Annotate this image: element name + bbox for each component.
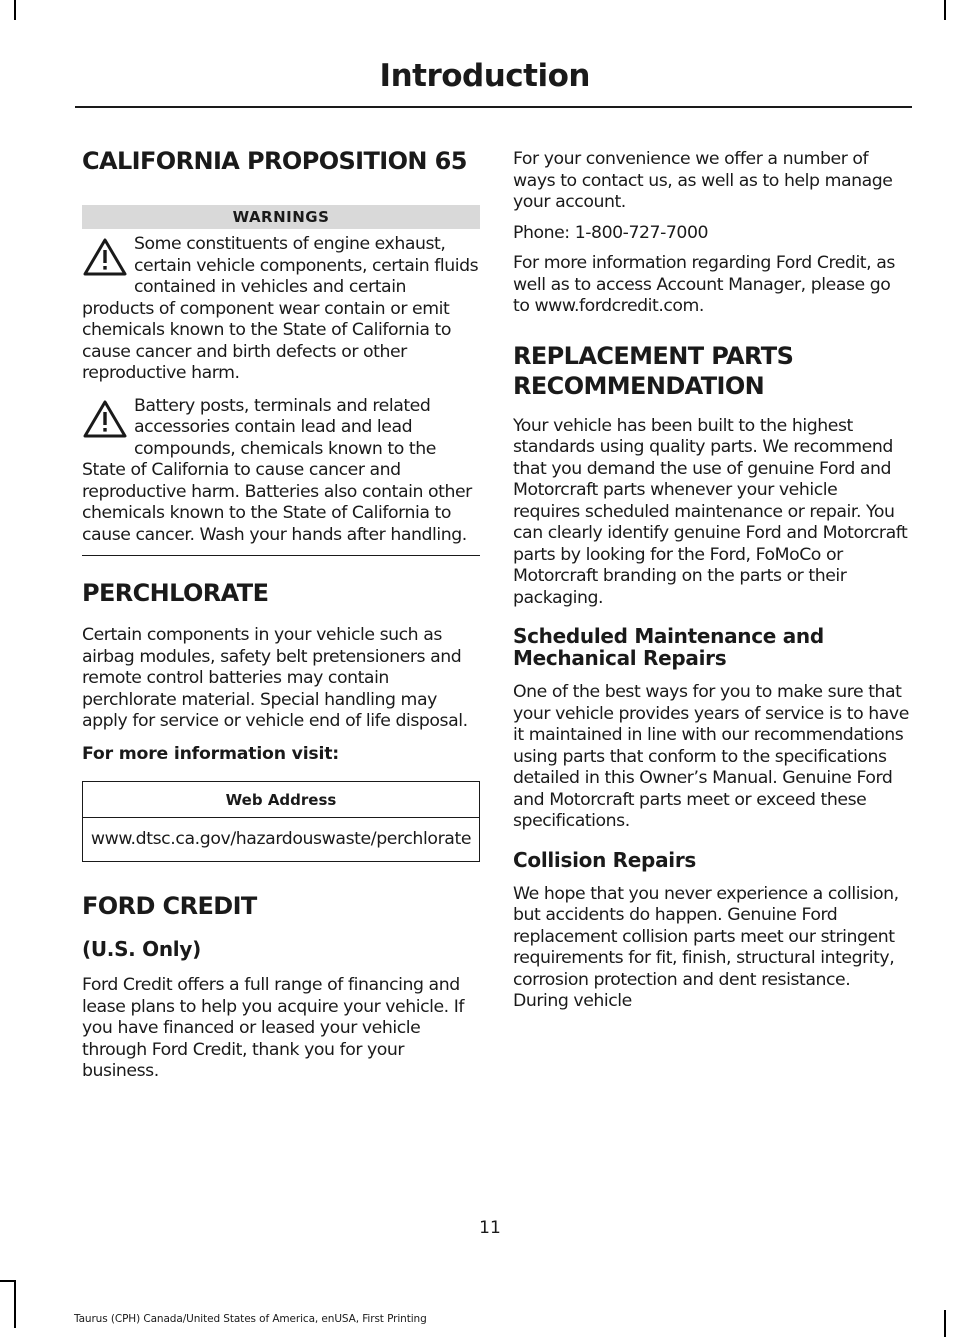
page-title: Introduction	[379, 58, 590, 94]
perchlorate-heading: PERCHLORATE	[82, 579, 269, 607]
web-address-table	[82, 781, 480, 862]
replacement-heading-line-2: RECOMMENDATION	[513, 371, 765, 400]
warnings-bar: WARNINGS	[82, 205, 480, 229]
warning-item-1	[82, 234, 480, 385]
contact-intro: For your convenience we offer a number of ways to contact us, as well as to help manage your account.	[513, 149, 893, 212]
left-column	[82, 140, 480, 1083]
crop-mark-top-left	[14, 0, 16, 20]
scheduled-maintenance-body: One of the best ways for you to make sure that your vehicle provides years of service is to have it maintained in line with our recommendations using parts that conform to the specifications detailed in this Owner’s Manual. Genuine Ford and Motorcraft parts meet or exceed these specifications.	[513, 682, 909, 831]
web-address-value[interactable]: www.dtsc.ca.gov/hazardouswaste/perchlorate	[83, 818, 480, 862]
crop-mark-top-right	[944, 0, 946, 20]
web-address-header: Web Address	[83, 782, 480, 818]
replacement-heading-line-1: REPLACEMENT PARTS	[513, 341, 794, 370]
perchlorate-body: Certain components in your vehicle such as airbag modules, safety belt pretensioners and remote control batteries may contain perchlorate material. Special handling may apply for service or vehicle end of life disposal.	[82, 625, 468, 731]
crop-mark-bottom-left	[14, 1280, 16, 1328]
phone-number: Phone: 1-800-727-7000	[513, 222, 709, 243]
warning-item-2	[82, 396, 480, 547]
warning-text-1: Some constituents of engine exhaust, certain vehicle components, certain fluids contained in vehicles and certain products of component wear contain or emit chemicals known to the State of California to cause cancer and birth defects or other reproductive harm.	[82, 234, 479, 383]
scheduled-maintenance-heading: Scheduled Maintenance and Mechanical Repairs	[513, 624, 824, 670]
collision-repairs-heading: Collision Repairs	[513, 847, 696, 872]
warning-triangle-icon	[82, 398, 128, 440]
ford-credit-heading: FORD CREDIT	[82, 892, 257, 920]
warning-triangle-icon	[82, 236, 128, 278]
footer-text: Taurus (CPH) Canada/United States of America, enUSA, First Printing	[74, 1313, 427, 1325]
prop65-heading: CALIFORNIA PROPOSITION 65	[82, 147, 467, 175]
ford-credit-more-info: For more information regarding Ford Credit, as well as to access Account Manager, please go to www.fordcredit.com.	[513, 253, 895, 316]
collision-repairs-body: We hope that you never experience a collision, but accidents do happen. Genuine Ford replacement collision parts meet our stringent requirements for fit, finish, structural integrity, corrosion protection and dent resistance. During vehicle	[513, 883, 899, 1011]
warning-text-2: Battery posts, terminals and related accessories contain lead and lead compounds, chemicals known to the State of California to cause cancer and reproductive harm. Batteries also contain other chemicals known to the State of California to cause cancer. Wash your hands after handling.	[82, 395, 472, 545]
crop-mark-bottom-right	[944, 1310, 946, 1337]
ford-credit-body: Ford Credit offers a full range of financing and lease plans to help you acquire your vehicle. If you have financed or leased your vehicle through Ford Credit, thank you for your business.	[82, 975, 465, 1081]
right-column	[513, 140, 909, 1013]
warnings-end-rule	[82, 555, 480, 556]
header-rule	[75, 106, 912, 108]
replacement-body: Your vehicle has been built to the highest standards using quality parts. We recommend that you demand the use of genuine Ford and Motorcraft parts whenever your vehicle requires scheduled maintenance or repair. You can clearly identify genuine Ford and Motorcraft parts by looking for the Ford, FoMoCo or Motorcraft branding on the parts or their packaging.	[513, 415, 908, 608]
page-number: 11	[479, 1218, 501, 1238]
crop-mark-bottom-left-foot	[0, 1280, 16, 1282]
ford-credit-subheading: (U.S. Only)	[82, 937, 201, 961]
perchlorate-more-info: For more information visit:	[82, 743, 340, 764]
